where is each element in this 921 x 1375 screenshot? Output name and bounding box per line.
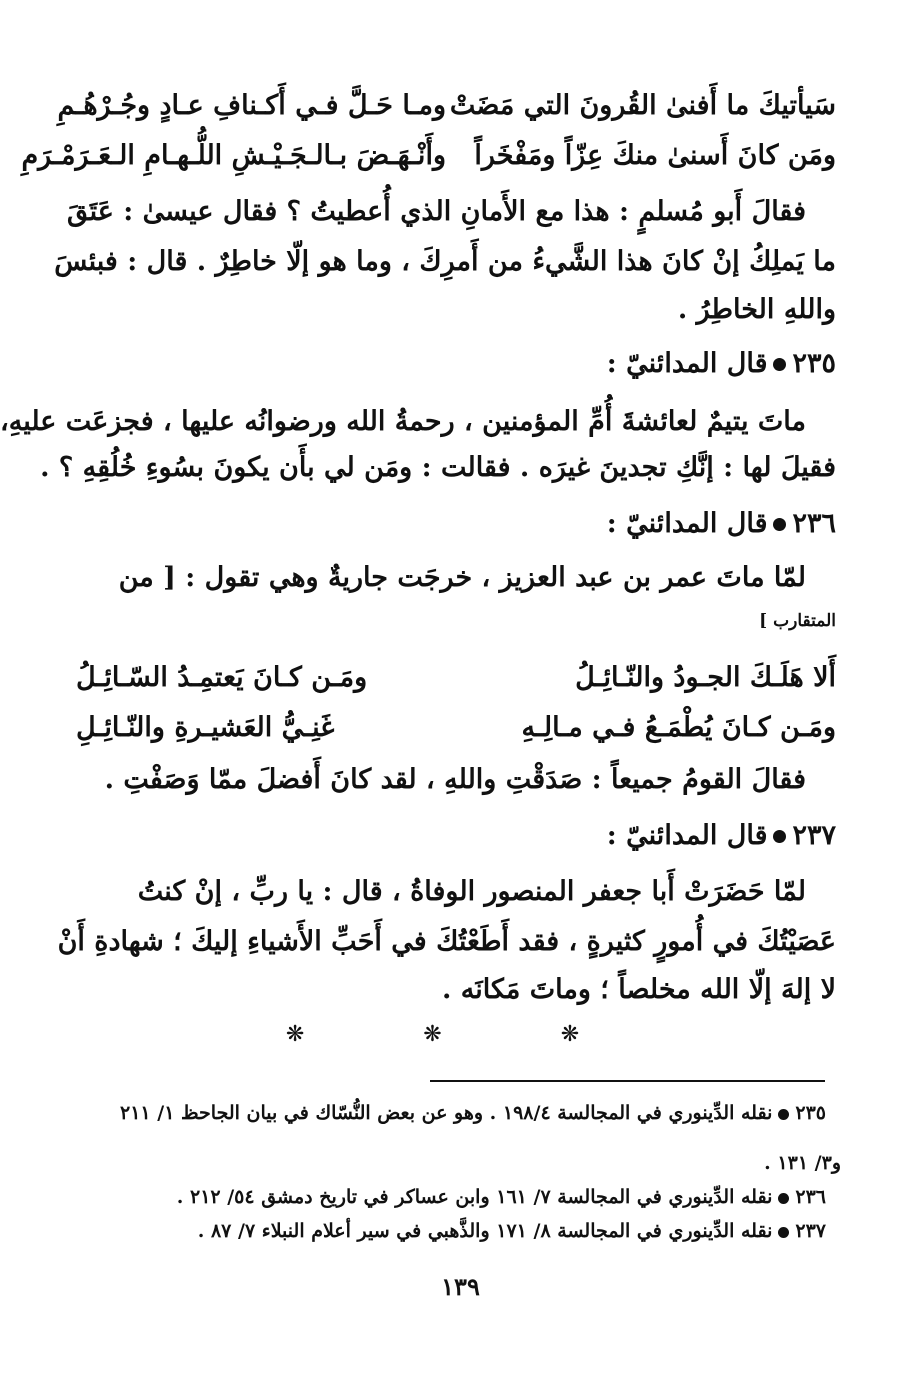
section-separator: ❋ ❋ ❋ [285,1022,636,1047]
footnote-236 [81,1182,826,1212]
bullet-icon [773,358,786,371]
paragraph-line: واللهِ الخاطِرُ . [677,294,836,325]
bullet-icon [778,1109,789,1120]
footnote-text: نقله الدِّينوري في المجالسة ٨/ ١٧١ والذَّهبي في سير أعلام النبلاء ٧/ ٨٧ . [197,1220,773,1242]
paragraph-line: فقالَ القومُ جميعاً : صَدَقْتِ واللهِ ، لقد كانَ أَفضلَ ممّا وَصَفْتِ . [104,764,806,795]
paragraph-line: فقيلَ لها : إنَّكِ تجدينَ غيرَه . فقالت : ومَن لي بأَن يكونَ بسُوءِ خُلُقِهِ ؟ . [40,452,836,483]
poem-verse [76,706,836,750]
poem-verse [57,84,836,128]
bullet-icon [778,1227,789,1238]
bullet-icon [773,830,786,843]
page-number: ١٣٩ [441,1272,480,1301]
footnote-number: ٢٣٦ [795,1186,826,1208]
section-title: قال المدائنيّ : [606,348,768,379]
footnote-235-continuation: و٣/ ١٣١ . [764,1152,841,1174]
section-number: ٢٣٧ [792,820,836,851]
section-number: ٢٣٥ [792,348,836,379]
verse-first-hemistich: ومَـن كـانَ يُطْمَـعُ فـي مـالِـهِ [521,712,836,743]
section-title: قال المدائنيّ : [606,508,768,539]
verse-first-hemistich: أَلا هَلَـكَ الجـودُ والنّـائِـلُ [575,662,836,693]
section-heading-236 [436,504,836,544]
bullet-icon [773,518,786,531]
footnote-number: ٢٣٧ [795,1220,826,1242]
paragraph-line: ماتَ يتيمٌ لعائشةَ أُمِّ المؤمنين ، رحمةُ الله ورضوانُه عليها ، فجزعَت عليهِ، [0,406,806,437]
verse-second-hemistich: ومـا حَـلَّ فـي أَكـنافِ عـادٍ وجُـرْهُـمِ [57,90,446,121]
poem-verse [76,656,836,700]
poem-verse [21,134,836,178]
footnote-text: نقله الدِّينوري في المجالسة ٧/ ١٦١ وابن عساكر في تاريخ دمشق ٥٤/ ٢١٢ . [176,1186,773,1208]
footnote-number: ٢٣٥ [795,1102,826,1124]
paragraph-line: لمّا ماتَ عمر بن عبد العزيز ، خرجَت جاريةٌ وهي تقول : [ من [118,562,806,593]
paragraph-line: ما يَملِكُ إنْ كانَ هذا الشَّيءُ من أَمرِكَ ، وما هو إلّا خاطِرٌ . قال : فبئسَ [54,246,836,277]
verse-first-hemistich: ومَن كانَ أَسنىٰ منكَ عِزّاً ومَفْخَراً [474,140,836,171]
section-heading-237 [436,816,836,856]
verse-second-hemistich: وأَنْـهَـضَ بـالـجَـيْـشِ اللُّـهـامِ الـعَـرَمْـرَمِ [21,140,446,171]
footnote-text: نقله الدِّينوري في المجالسة ١٩٨/٤ . وهو عن بعض النُّسّاك في بيان الجاحظ ١/ ٢١١ [120,1102,773,1124]
section-title: قال المدائنيّ : [606,820,768,851]
footnote-237 [81,1216,826,1246]
verse-second-hemistich: ومَـن كـانَ يَعتمِـدُ السّـائِـلُ [76,662,368,693]
paragraph-line: فقالَ أَبو مُسلمٍ : هذا مع الأَمانِ الذي أُعطيتُ ؟ فقال عيسىٰ : عَتَقَ [67,196,806,227]
footnote-235 [81,1098,826,1128]
verse-second-hemistich: غَنِـيُّ العَشيـرةِ والنّـائِـلِ [76,712,335,743]
section-heading-235 [436,344,836,384]
bullet-icon [778,1193,789,1204]
paragraph-line: لمّا حَضَرَتْ أَبا جعفر المنصور الوفاةُ ، قال : يا ربِّ ، إنْ كنتُ [137,876,806,907]
meter-label: المتقارب ] [759,611,836,631]
section-number: ٢٣٦ [792,508,836,539]
paragraph-line: لا إلهَ إلّا الله مخلصاً ؛ وماتَ مَكانَه . [441,974,836,1005]
paragraph-line: عَصَيْتُكَ في أُمورٍ كثيرةٍ ، فقد أَطَعْتُكَ في أَحَبِّ الأَشياءِ إليكَ ؛ شهادةِ أَنْ [57,926,836,957]
verse-first-hemistich: سَيأتيكَ ما أَفنىٰ القُرونَ التي مَضَتْ [449,90,836,121]
footnote-divider [430,1080,825,1082]
